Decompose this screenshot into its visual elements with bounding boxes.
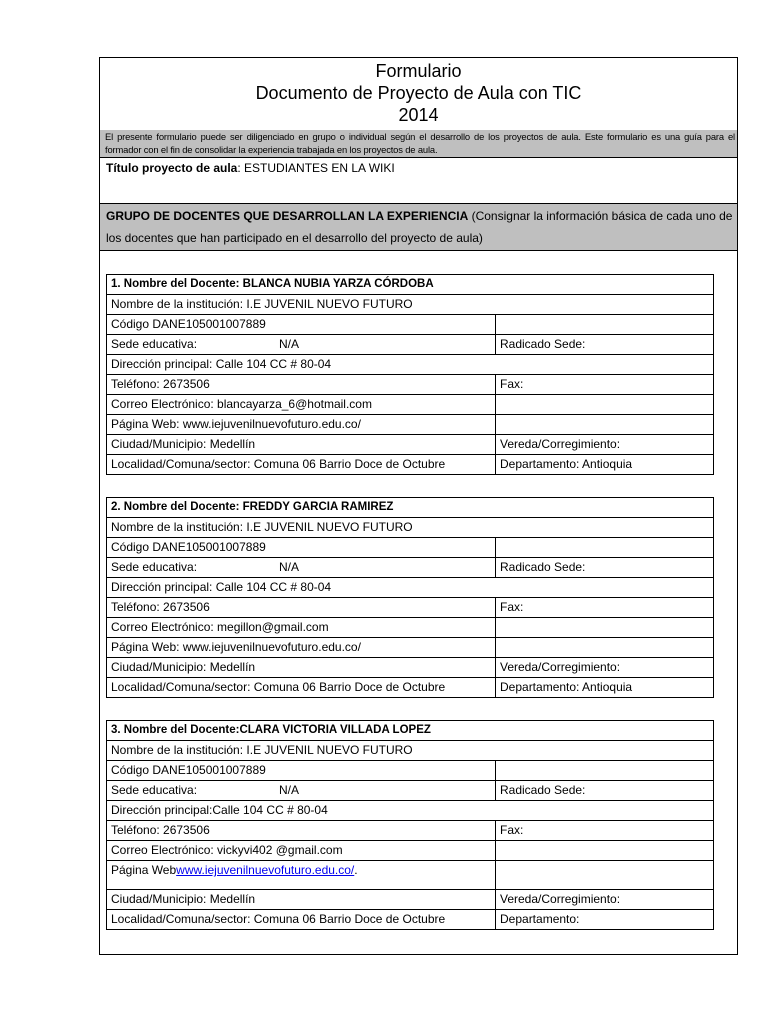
- website-suffix: .: [354, 863, 358, 877]
- empty-cell: [496, 538, 714, 558]
- department: Departamento:: [496, 910, 714, 930]
- radicado-sede: Radicado Sede:: [496, 335, 714, 355]
- sede-label: Sede educativa:: [111, 560, 198, 574]
- teachers-group-label: GRUPO DE DOCENTES QUE DESARROLLAN LA EXPERIENCIA: [106, 209, 469, 223]
- project-title-row: [100, 159, 737, 204]
- vereda: Vereda/Corregimiento:: [496, 435, 714, 455]
- phone: Teléfono: 2673506: [107, 375, 496, 395]
- project-title-label: Título proyecto de aula: [106, 161, 238, 175]
- project-title-value: : ESTUDIANTES EN LA WIKI: [237, 161, 395, 175]
- address: Dirección principal: Calle 104 CC # 80-04: [107, 355, 714, 375]
- intro-text: El presente formulario puede ser diligenciado en grupo o individual según el desarrollo de los proyectos de aula. Este formulario es una guía para el formador con el fin de consolidar la experiencia trabajada en los proyectos de aula.: [100, 130, 737, 158]
- form-title: Formulario: [375, 61, 462, 81]
- dane-code: Código DANE105001007889: [107, 315, 496, 335]
- email: Correo Electrónico: megillon@gmail.com: [107, 618, 496, 638]
- department: Departamento: Antioquia: [496, 455, 714, 475]
- empty-cell: [496, 618, 714, 638]
- form-subtitle: Documento de Proyecto de Aula con TIC: [255, 83, 582, 103]
- radicado-sede: Radicado Sede:: [496, 558, 714, 578]
- institution: Nombre de la institución: I.E JUVENIL NUEVO FUTURO: [107, 295, 714, 315]
- empty-cell: [496, 415, 714, 435]
- sede-label: Sede educativa:: [111, 337, 198, 351]
- locality: Localidad/Comuna/sector: Comuna 06 Barrio Doce de Octubre: [107, 455, 496, 475]
- empty-cell: [496, 395, 714, 415]
- form-year: 2014: [398, 105, 439, 125]
- department: Departamento: Antioquia: [496, 678, 714, 698]
- radicado-sede: Radicado Sede:: [496, 781, 714, 801]
- website-label: Página Web: [111, 863, 177, 877]
- website-link[interactable]: www.iejuvenilnuevofuturo.edu.co/: [176, 863, 355, 877]
- phone: Teléfono: 2673506: [107, 598, 496, 618]
- form-header: [100, 58, 737, 131]
- sede: [107, 335, 496, 355]
- fax: Fax:: [496, 821, 714, 841]
- locality: Localidad/Comuna/sector: Comuna 06 Barrio Doce de Octubre: [107, 678, 496, 698]
- empty-cell: [496, 861, 714, 890]
- empty-cell: [496, 841, 714, 861]
- address: Dirección principal:Calle 104 CC # 80-04: [107, 801, 714, 821]
- vereda: Vereda/Corregimiento:: [496, 658, 714, 678]
- website: Página Web: www.iejuvenilnuevofuturo.edu.co/: [107, 638, 496, 658]
- vereda: Vereda/Corregimiento:: [496, 890, 714, 910]
- city: Ciudad/Municipio: Medellín: [107, 435, 496, 455]
- sede-label: Sede educativa:: [111, 783, 198, 797]
- teachers-group-heading: [100, 204, 737, 251]
- teacher-name: 1. Nombre del Docente: BLANCA NUBIA YARZA CÓRDOBA: [107, 275, 714, 295]
- empty-cell: [496, 315, 714, 335]
- locality: Localidad/Comuna/sector: Comuna 06 Barrio Doce de Octubre: [107, 910, 496, 930]
- city: Ciudad/Municipio: Medellín: [107, 658, 496, 678]
- teacher-table-1: [106, 274, 714, 475]
- sede: [107, 558, 496, 578]
- dane-code: Código DANE105001007889: [107, 761, 496, 781]
- sede-value: N/A: [279, 560, 300, 574]
- website: [107, 861, 496, 890]
- empty-cell: [496, 761, 714, 781]
- website: Página Web: www.iejuvenilnuevofuturo.edu.co/: [107, 415, 496, 435]
- teacher-table-3: [106, 720, 714, 930]
- teacher-name: 3. Nombre del Docente:CLARA VICTORIA VILLADA LOPEZ: [107, 721, 714, 741]
- dane-code: Código DANE105001007889: [107, 538, 496, 558]
- fax: Fax:: [496, 598, 714, 618]
- sede-value: N/A: [279, 783, 300, 797]
- sede: [107, 781, 496, 801]
- phone: Teléfono: 2673506: [107, 821, 496, 841]
- institution: Nombre de la institución: I.E JUVENIL NUEVO FUTURO: [107, 518, 714, 538]
- email: Correo Electrónico: vickyvi402 @gmail.com: [107, 841, 496, 861]
- teacher-table-2: [106, 497, 714, 698]
- email: Correo Electrónico: blancayarza_6@hotmail.com: [107, 395, 496, 415]
- city: Ciudad/Municipio: Medellín: [107, 890, 496, 910]
- institution: Nombre de la institución: I.E JUVENIL NUEVO FUTURO: [107, 741, 714, 761]
- empty-cell: [496, 638, 714, 658]
- address: Dirección principal: Calle 104 CC # 80-04: [107, 578, 714, 598]
- teachers-group-note: (Consignar la información básica de cada uno de los docentes que han participado en el desarrollo del proyecto de aula): [106, 209, 733, 245]
- sede-value: N/A: [279, 337, 300, 351]
- teacher-name: 2. Nombre del Docente: FREDDY GARCIA RAMIREZ: [107, 498, 714, 518]
- fax: Fax:: [496, 375, 714, 395]
